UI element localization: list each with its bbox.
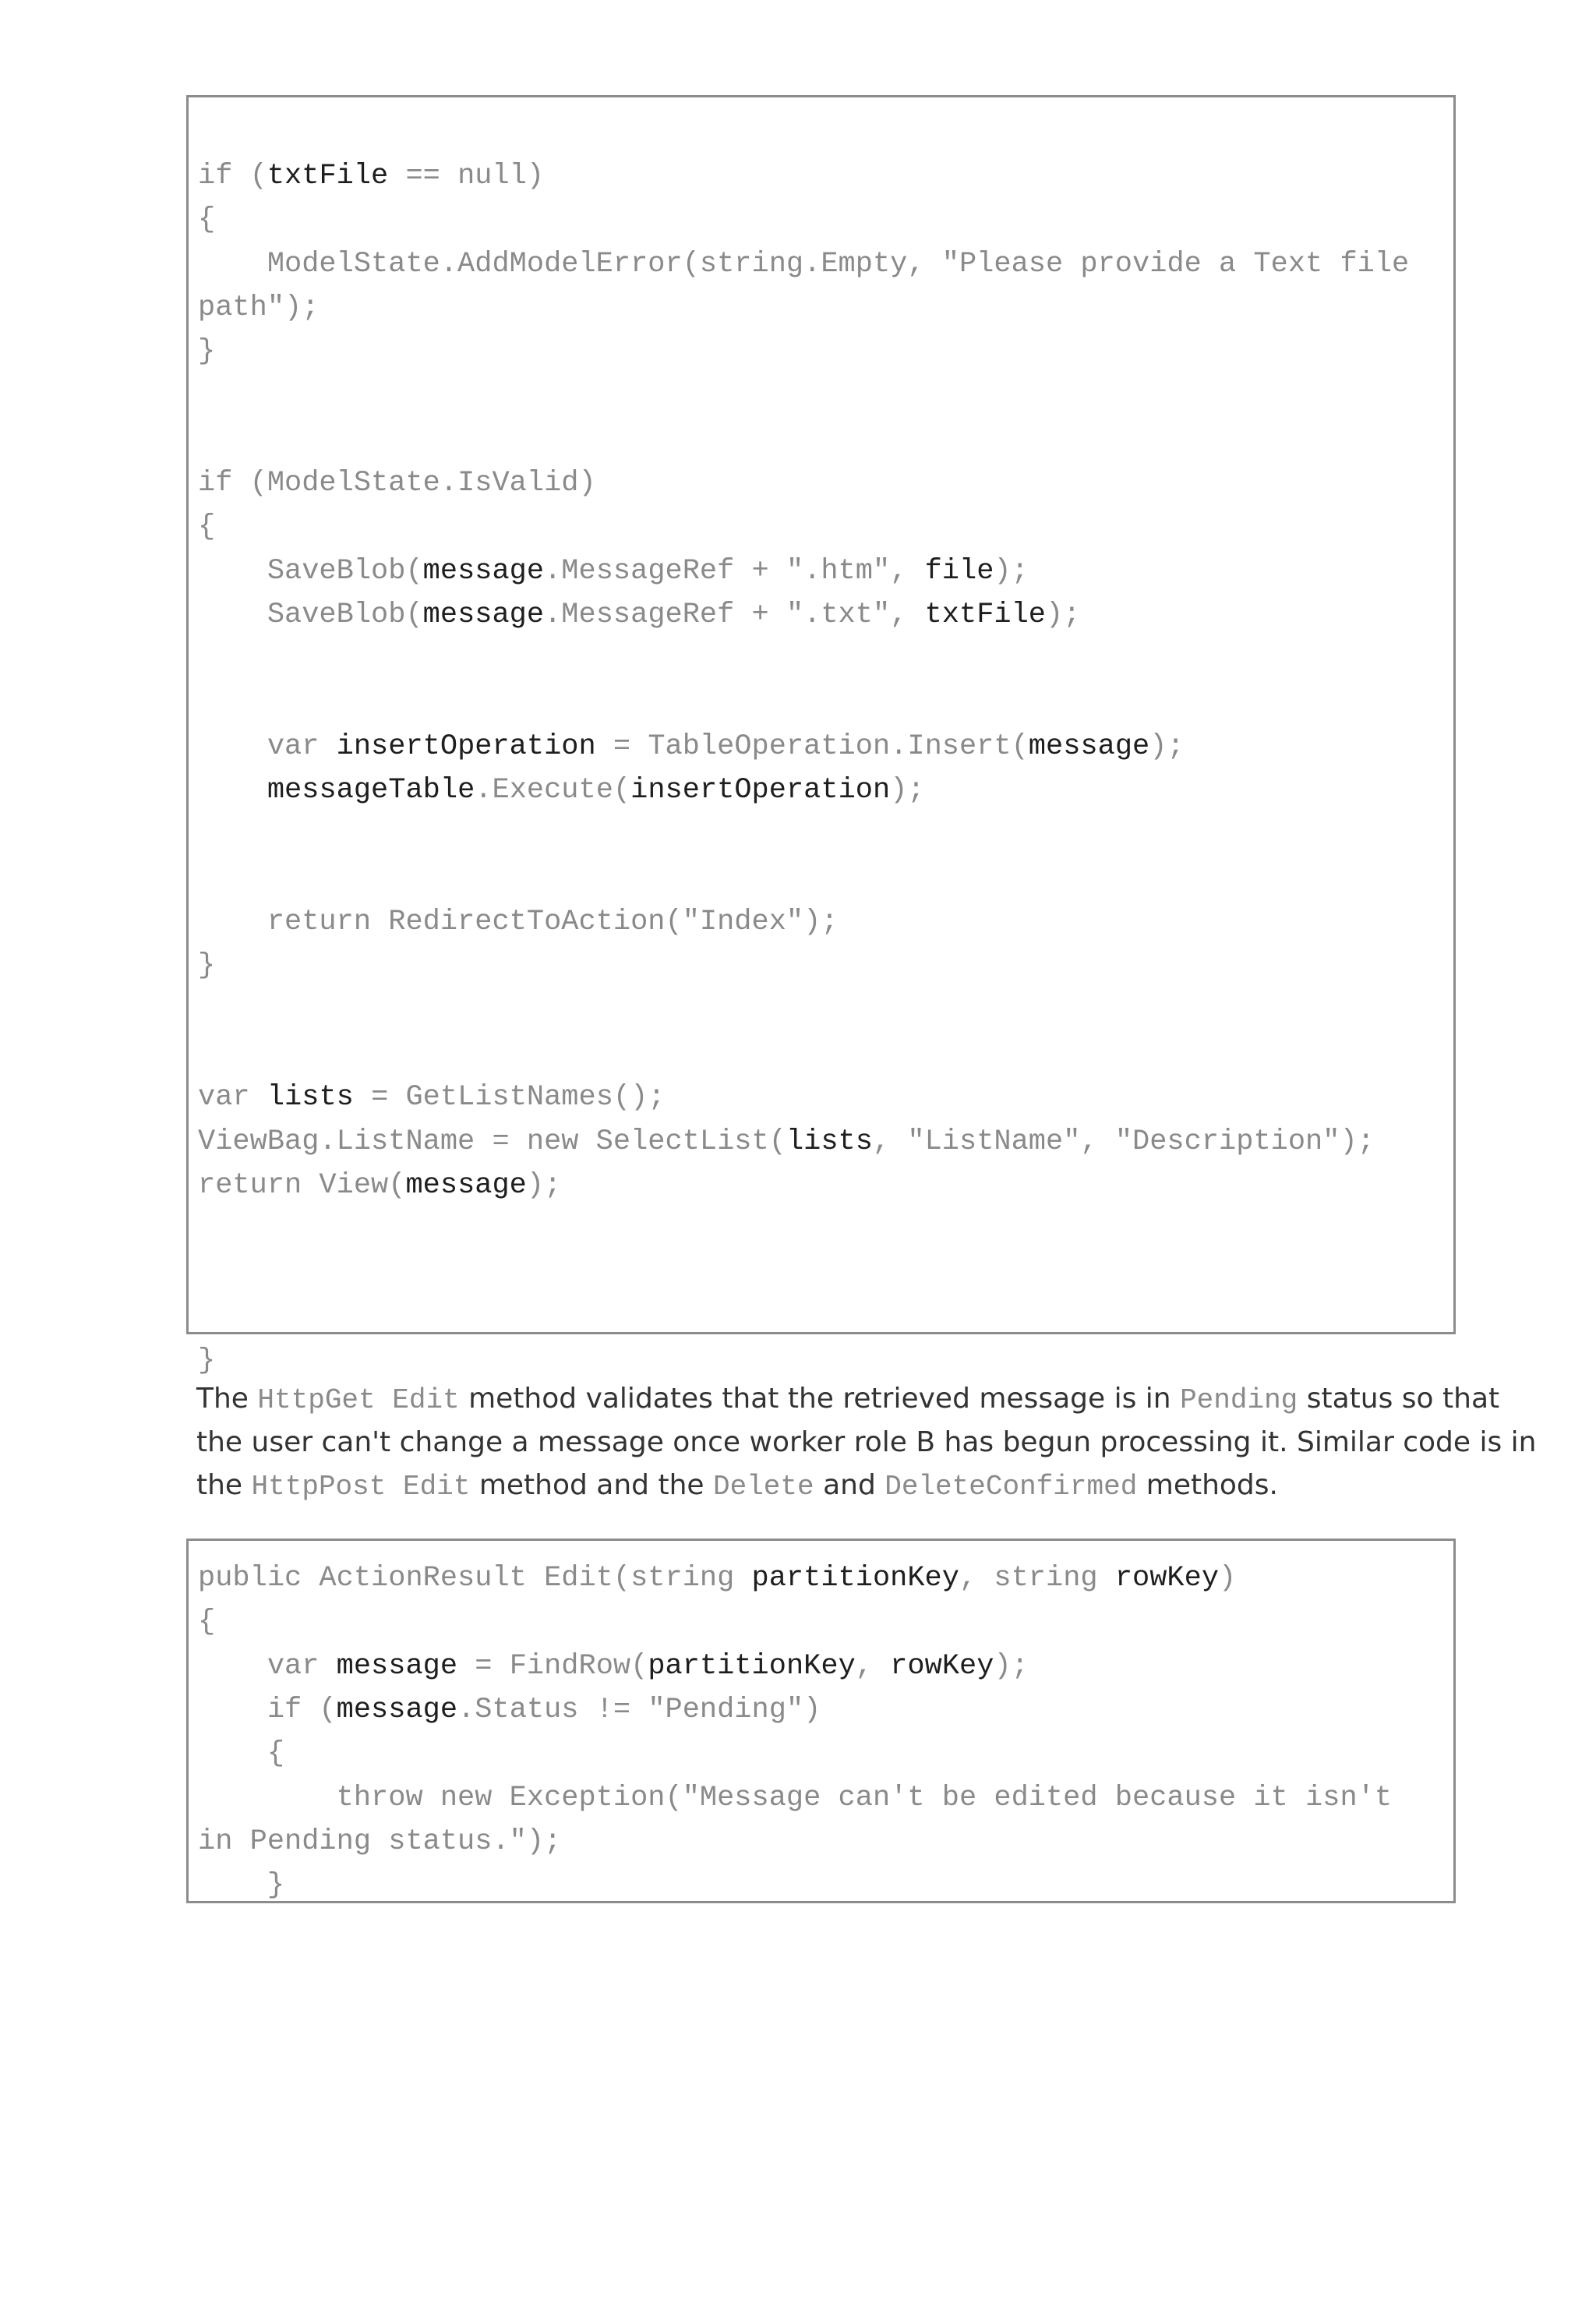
code-token: .MessageRef + ".txt", — [544, 599, 925, 631]
code-line — [198, 908, 839, 937]
code-token: ); — [1149, 730, 1185, 763]
code-line — [198, 554, 1029, 588]
code-token: ); — [1046, 599, 1081, 631]
code-token: ); — [890, 774, 925, 807]
code-token: ModelState.AddModelError(string.Empty, "Please provide a Text file — [198, 247, 1410, 281]
code-identifier: message — [422, 554, 545, 588]
code-identifier: partitionKey — [648, 1649, 856, 1683]
code-token: throw new Exception("Message can't be edited because it isn't — [198, 1781, 1393, 1814]
code-token: , — [855, 1649, 891, 1683]
code-token: , "ListName", "Description"); — [872, 1125, 1375, 1158]
code-token: .Status != "Pending") — [457, 1693, 821, 1726]
code-block-2 — [186, 1539, 1456, 1903]
code-line — [198, 513, 215, 542]
paragraph-line — [196, 1383, 1500, 1416]
code-token: ) — [1219, 1562, 1237, 1595]
code-line — [198, 1693, 821, 1726]
code-line — [198, 730, 1185, 763]
code-token: .MessageRef + ".htm", — [544, 554, 925, 588]
code-identifier: message — [405, 1168, 527, 1202]
paragraph-text: the — [196, 1469, 252, 1501]
code-token: } — [198, 1344, 216, 1378]
inline-code: Delete — [713, 1471, 814, 1503]
code-line — [198, 1825, 562, 1858]
code-token: { — [198, 1606, 216, 1639]
code-line — [198, 1781, 1393, 1814]
code-identifier: insertOperation — [630, 774, 891, 807]
code-block-1 — [186, 95, 1456, 1378]
code-token: if (ModelState.IsValid) — [198, 467, 596, 500]
paragraph-text: the user can't change a message once worker role B has begun processing it. Similar code is in — [196, 1426, 1537, 1458]
code-identifier: file — [924, 554, 994, 588]
code-token: .Execute( — [475, 774, 631, 807]
code-identifier: rowKey — [1114, 1562, 1220, 1595]
code-token — [198, 774, 267, 807]
code-token: } — [198, 1869, 285, 1903]
inline-code: Pending — [1180, 1384, 1298, 1416]
code-token: path"); — [198, 291, 320, 324]
code-line — [198, 1869, 285, 1903]
code-token: var — [198, 1081, 267, 1115]
inline-code: DeleteConfirmed — [885, 1471, 1138, 1503]
code-line — [198, 949, 216, 983]
code-identifier: message — [336, 1649, 458, 1683]
paragraph-text: status so that — [1298, 1383, 1500, 1415]
code-token: ); — [994, 1649, 1029, 1683]
code-token: var — [198, 730, 337, 763]
code-line — [198, 1081, 666, 1115]
code-token: public ActionResult Edit(string — [198, 1562, 752, 1595]
paragraph-text: and — [814, 1469, 885, 1501]
code-token: ViewBag.ListName = new SelectList( — [198, 1125, 786, 1158]
inline-code: HttpGet Edit — [257, 1384, 460, 1416]
code-token: var — [198, 1649, 337, 1683]
paragraph-text: method validates that the retrieved message is in — [459, 1383, 1181, 1415]
code-identifier: lists — [786, 1125, 873, 1158]
code-token: = GetListNames(); — [353, 1081, 666, 1115]
code-line — [198, 203, 216, 237]
code-token: } — [198, 949, 216, 983]
code-token: if ( — [198, 160, 267, 193]
code-line — [198, 1344, 216, 1378]
inline-code: HttpPost Edit — [251, 1471, 471, 1503]
code-token: return View( — [198, 1168, 406, 1202]
code-line — [198, 1608, 215, 1637]
code-token: = TableOperation.Insert( — [595, 730, 1029, 763]
code-token: == null) — [388, 160, 545, 193]
code-line — [198, 1737, 285, 1771]
code-identifier: message — [1028, 730, 1150, 763]
code-identifier: partitionKey — [751, 1562, 959, 1595]
code-identifier: txtFile — [267, 160, 389, 193]
code-token: if ( — [198, 1693, 337, 1726]
paragraph-text: method and the — [470, 1469, 713, 1501]
code-line — [198, 247, 1410, 281]
code-token: } — [198, 335, 216, 369]
code-token: SaveBlob( — [198, 554, 423, 588]
code-token: ); — [526, 1168, 562, 1202]
code-token: SaveBlob( — [198, 599, 423, 631]
code-line — [198, 1649, 1029, 1683]
paragraph-line — [196, 1469, 1443, 1503]
code-line — [198, 1168, 562, 1202]
code-line — [198, 335, 216, 369]
code-token: return RedirectToAction("Index"); — [198, 906, 839, 939]
code-token: , string — [959, 1562, 1115, 1595]
code-identifier: message — [422, 599, 545, 631]
code-identifier: txtFile — [924, 599, 1047, 631]
code-token: { — [198, 1737, 285, 1771]
code-token: in Pending status."); — [198, 1825, 562, 1858]
code-identifier: rowKey — [890, 1649, 994, 1683]
code-identifier: lists — [267, 1081, 354, 1115]
code-identifier: insertOperation — [336, 730, 596, 763]
code-token: ); — [994, 554, 1029, 588]
code-identifier: messageTable — [267, 774, 475, 807]
code-line — [198, 291, 320, 324]
code-token: = FindRow( — [457, 1649, 648, 1683]
code-line — [198, 776, 925, 805]
code-line — [198, 1564, 1236, 1593]
code-identifier: message — [336, 1693, 458, 1726]
code-line — [198, 469, 596, 498]
code-token: { — [198, 511, 216, 544]
code-line — [198, 601, 1080, 630]
code-token: { — [198, 203, 216, 237]
paragraph-text: The — [196, 1383, 258, 1415]
code-line — [198, 1125, 1375, 1158]
code-line — [198, 162, 544, 191]
paragraph-line — [196, 1426, 1537, 1458]
paragraph-text: methods. — [1137, 1469, 1278, 1501]
